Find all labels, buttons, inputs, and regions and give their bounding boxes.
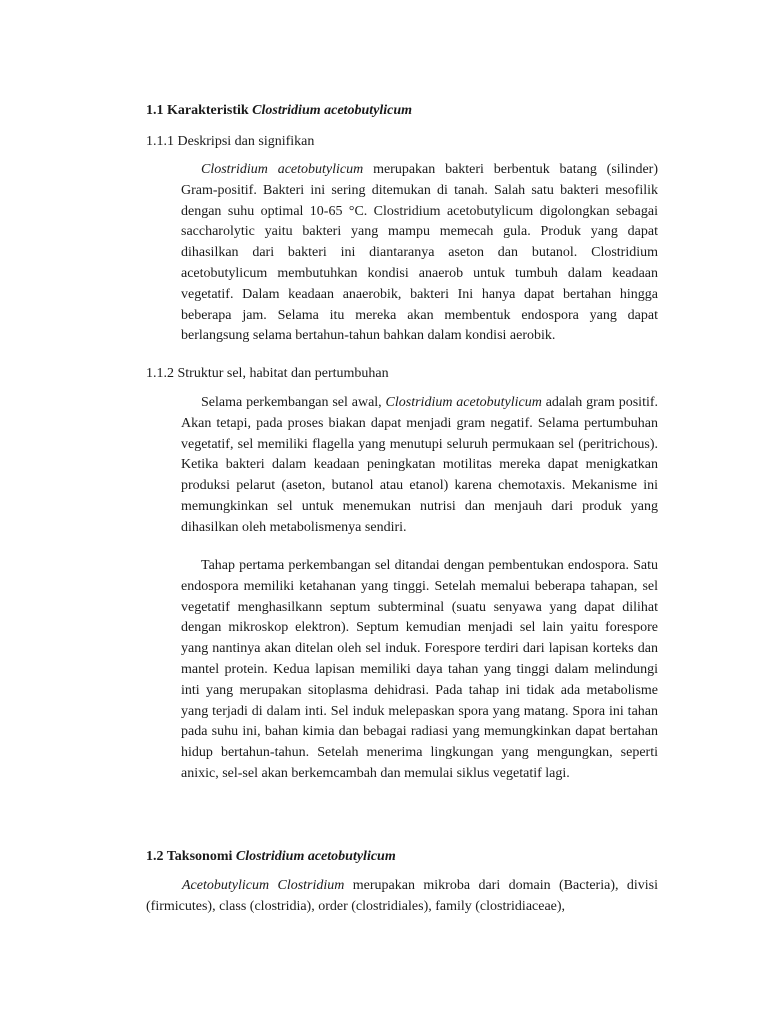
section-1-2-paragraph	[146, 876, 658, 918]
species-name-italic: Acetobutylicum Clostridium	[182, 878, 345, 893]
section-1-1-heading	[146, 101, 626, 121]
paragraph-text-after: adalah gram positif. Akan tetapi, pada proses biakan dapat menjadi gram negatif. Selama pertumbuhan vegetatif, sel memiliki flagella yang menutupi seluruh permukaan sel (peritrichous). Ketika bakteri dalam keadaan peningkatan motilitas mereka dapat menigkatkan produksi pelarut (aseton, butanol atau etanol) karena chemotaxis. Mekanisme ini memungkinkan sel untuk menemukan nutrisi dan menjauh dari produk yang dihasilkan oleh metabolismenya sendiri.	[181, 395, 659, 535]
section-1-2-heading	[146, 847, 626, 867]
species-name-italic: Clostridium acetobutylicum	[201, 162, 364, 177]
section-1-1-2-paragraph-1	[181, 393, 658, 539]
section-1-1-1-heading: 1.1.1 Deskripsi dan signifikan	[146, 134, 315, 149]
paragraph-text-before: Selama perkembangan sel awal,	[201, 395, 386, 410]
section-1-2-title: Clostridium acetobutylicum	[235, 849, 396, 864]
section-1-1-2-paragraph-2: Tahap pertama perkembangan sel ditandai dengan pembentukan endospora. Satu endospora memiliki ketahanan yang tinggi. Setelah memalui beberapa tahapan, sel vegetatif menghasilkann septum subterminal (suatu senyawa yang dapat dilihat dengan mikroskop elektron). Septum kemudian menjadi sel lain yaitu forespore yang nantinya akan ditelan oleh sel induk. Forespore terdiri dari lapisan korteks dan mantel protein. Kedua lapisan memiliki daya tahan yang tinggi dalam melindungi inti yang merupakan sitoplasma dehidrasi. Pada tahap ini tidak ada metabolisme yang terjadi di dalam inti. Sel induk melepaskan spora yang matang. Spora ini tahan pada suhu ini, bahan kimia dan bebagai radiasi yang memungkinkan dapat bertahan hidup bertahun-tahun. Setelah menerima lingkungan yang mengungkan, seperti anixic, sel-sel akan berkemcambah dan memulai siklus vegetatif lagi.	[181, 558, 658, 781]
paragraph-text: merupakan bakteri berbentuk batang (silinder) Gram-positif. Bakteri ini sering ditemukan di tanah. Salah satu bakteri mesofilik dengan suhu optimal 10-65 °C. Clostridium acetobutylicum digolongkan sebagai saccharolytic yaitu bakteri yang mampu memecah gula. Produk yang dapat dihasilkan dari bakteri ini diantaranya aseton dan butanol. Clostridium acetobutylicum membutuhkan kondisi anaerob untuk tumbuh dalam keadaan vegetatif. Dalam keadaan anaerobik, bakteri Ini hanya dapat bertahan hingga beberapa jam. Selama itu mereka akan membentuk endospora yang dapat berlangsung selama bertahun-tahun bahkan dalam kondisi aerobik.	[181, 162, 658, 344]
section-1-2-number: 1.2 Taksonomi	[146, 849, 236, 864]
section-1-1-2-heading: 1.1.2 Struktur sel, habitat dan pertumbuhan	[146, 366, 389, 381]
species-name-italic: Clostridium acetobutylicum	[385, 395, 542, 410]
section-1-1-number: 1.1 Karakteristik	[146, 103, 253, 118]
section-1-1-title: Clostridium acetobutylicum	[252, 103, 413, 118]
section-1-1-1-paragraph	[181, 160, 658, 347]
paragraph-text: merupakan mikroba dari domain (Bacteria), divisi (firmicutes), class (clostridia), order (clostridiales), family (clostridiaceae),	[146, 878, 658, 914]
